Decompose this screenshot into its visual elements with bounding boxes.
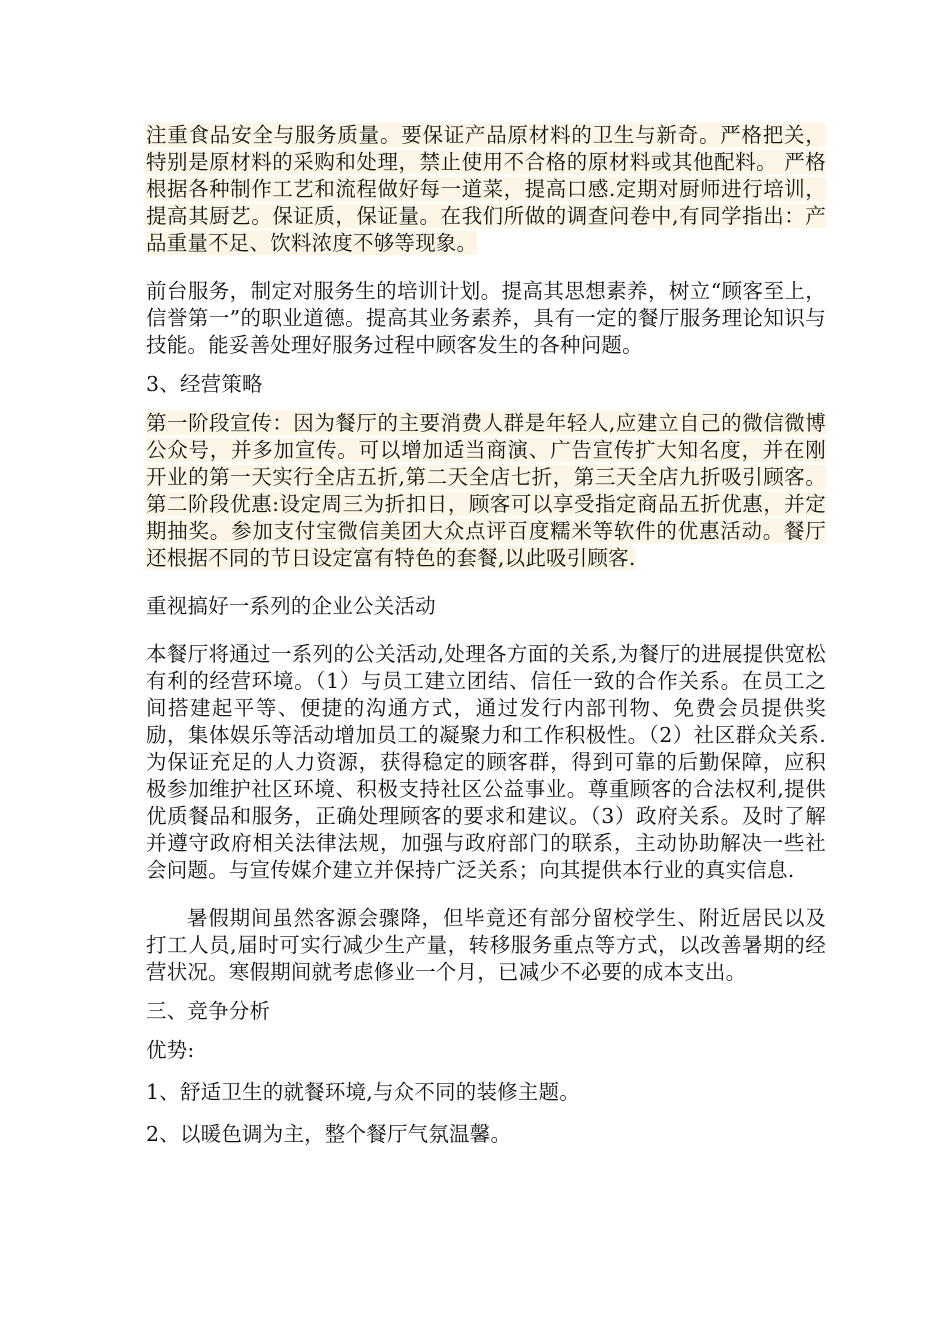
paragraph-promotion-phases [146,410,826,572]
heading-business-strategy: 3、经营策略 [146,372,263,396]
label-advantages: 优势: [146,1038,195,1062]
highlighted-text: 注重食品安全与服务质量。要保证产品原材料的卫生与新奇。严格把关，特别是原材料的采购和处理，禁止使用不合格的原材料或其他配料。 严格根据各种制作工艺和流程做好每一道菜，提高口感.定期对厨师进行培训，提高其厨艺。保证质，保证量。在我们所做的调查问卷中,有同学指出：产品重量不足、饮料浓度不够等现象。 [146,123,826,255]
advantage-item-1: 1、舒适卫生的就餐环境,与众不同的装修主题。 [146,1080,580,1104]
paragraph-food-safety [146,122,826,257]
paragraph-vacation-plan: 暑假期间虽然客源会骤降，但毕竟还有部分留校学生、附近居民以及打工人员,届时可实行减少生产量，转移服务重点等方式，以改善暑期的经营状况。寒假期间就考虑修业一个月，已减少不必要的成本支出。 [146,906,826,984]
paragraph-front-desk-service: 前台服务，制定对服务生的培训计划。提高其思想素养，树立“顾客至上，信誉第一”的职业道德。提高其业务素养，具有一定的餐厅服务理论知识与技能。能妥善处理好服务过程中顾客发生的各种问题。 [146,279,826,357]
heading-competition-analysis: 三、竞争分析 [146,999,271,1023]
paragraph-public-relations: 本餐厅将通过一系列的公关活动,处理各方面的关系,为餐厅的进展提供宽松有利的经营环境。（1）与员工建立团结、信任一致的合作关系。在员工之间搭建起平等、便捷的沟通方式，通过发行内部刊物、免费会员提供奖励，集体娱乐等活动增加员工的凝聚力和工作积极性。（2）社区群众关系.为保证充足的人力资源，获得稳定的顾客群，得到可靠的后勤保障，应积极参加维护社区环境、积极支持社区公益事业。尊重顾客的合法权利,提供优质餐品和服务，正确处理顾客的要求和建议。（3）政府关系。及时了解并遵守政府相关法律法规，加强与政府部门的联系，主动协助解决一些社会问题。与宣传媒介建立并保持广泛关系；向其提供本行业的真实信息. [146,642,826,882]
advantage-item-2: 2、以暖色调为主，整个餐厅气氛温馨。 [146,1122,512,1146]
document-body [146,122,826,1148]
highlighted-text: 第一阶段宣传：因为餐厅的主要消费人群是年轻人,应建立自己的微信微博公众号，并多加宣传。可以增加适当商演、广告宣传扩大知名度，并在刚开业的第一天实行全店五折,第二天全店七折，第三天全店九折吸引顾客。第二阶段优惠:设定周三为折扣日，顾客可以享受指定商品五折优惠，并定期抽奖。参加支付宝微信美团大众点评百度糯米等软件的优惠活动。餐厅还根据不同的节日设定富有特色的套餐,以此吸引顾客. [146,411,826,570]
heading-public-relations: 重视搞好一系列的企业公关活动 [146,594,436,618]
